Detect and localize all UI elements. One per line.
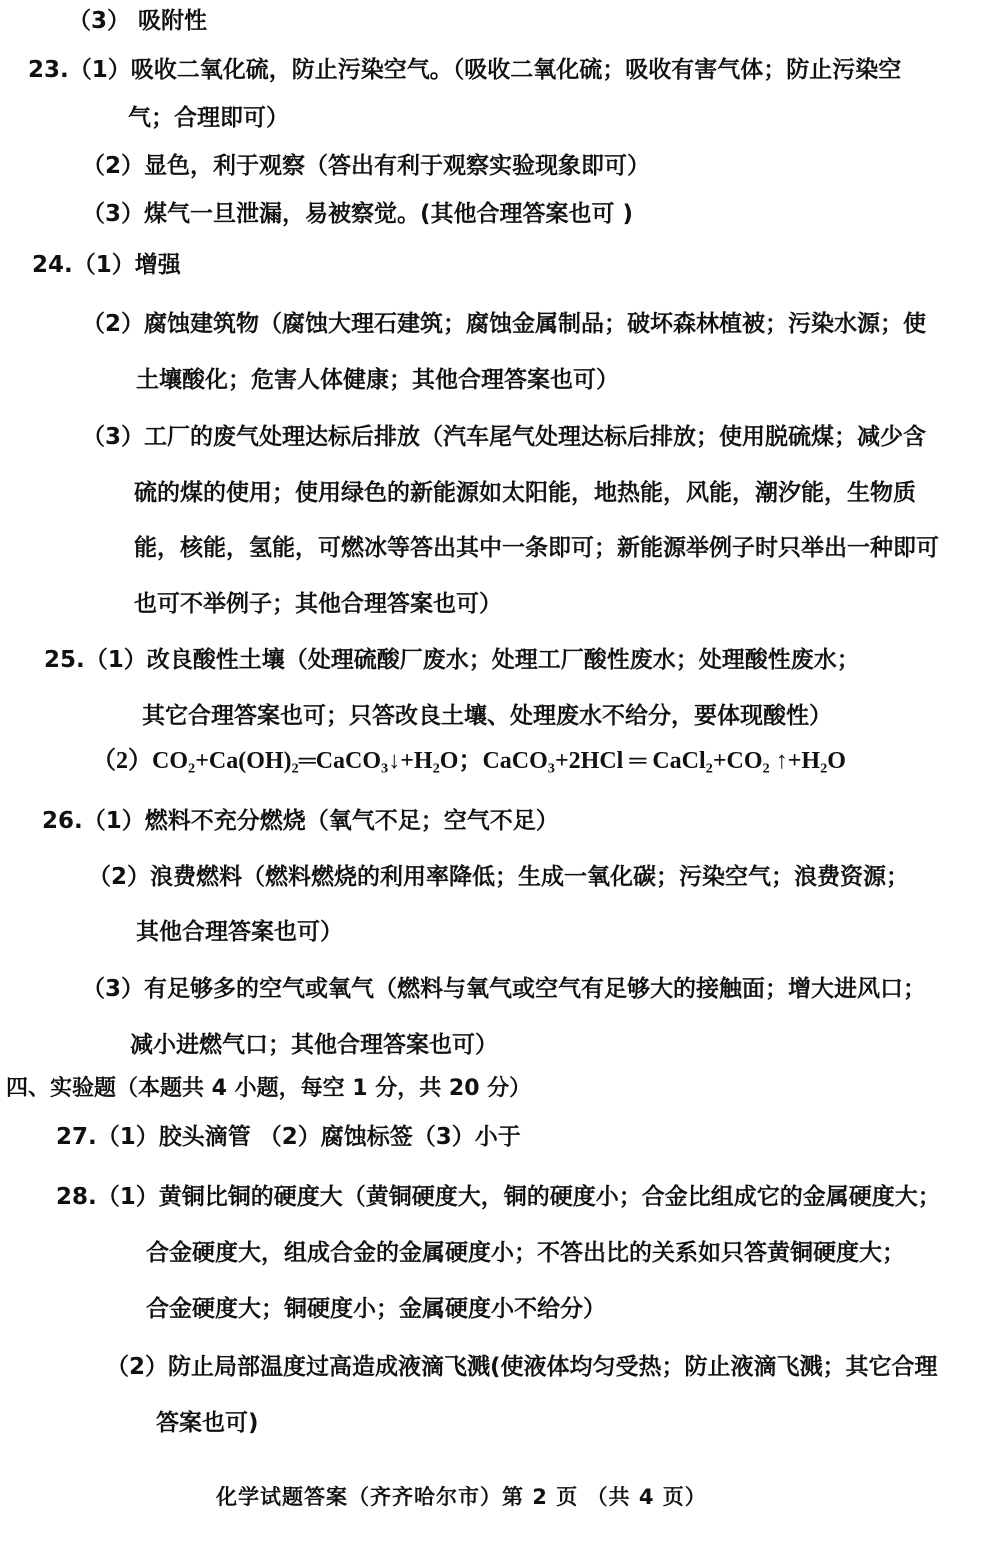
answer-line: （3） 吸附性: [68, 8, 208, 34]
answer-line: 24.（1）增强: [32, 252, 181, 278]
answer-line: 26.（1）燃料不充分燃烧（氧气不足；空气不足）: [42, 808, 559, 834]
answer-line: 减小进燃气口；其他合理答案也可）: [130, 1032, 498, 1058]
chemical-equations: （2）CO₂+Ca(OH)₂═CaCO₃↓+H₂O；CaCO₃+2HCl ═ CaCl₂+CO₂ ↑+H₂O: [92, 748, 846, 774]
answer-line: （2）腐蚀建筑物（腐蚀大理石建筑；腐蚀金属制品；破坏森林植被；污染水源；使: [82, 311, 927, 337]
answer-line: （3）煤气一旦泄漏，易被察觉。(其他合理答案也可 ): [82, 201, 634, 227]
answer-line: 23.（1）吸收二氧化硫，防止污染空气。（吸收二氧化硫；吸收有害气体；防止污染空: [28, 57, 902, 83]
answer-line: 也可不举例子；其他合理答案也可）: [134, 591, 502, 617]
answer-line: 硫的煤的使用；使用绿色的新能源如太阳能，地热能，风能，潮汐能，生物质: [134, 480, 916, 506]
page-footer: 化学试题答案（齐齐哈尔市）第 2 页 （共 4 页）: [216, 1485, 707, 1509]
answer-line: 气；合理即可）: [128, 105, 289, 131]
section-heading: 四、实验题（本题共 4 小题，每空 1 分，共 20 分）: [6, 1076, 532, 1101]
answer-line: （2）防止局部温度过高造成液滴飞溅(使液体均匀受热；防止液滴飞溅；其它合理: [106, 1354, 938, 1380]
answer-line: 合金硬度大；铜硬度小；金属硬度小不给分）: [146, 1296, 606, 1322]
answer-line: （2）显色，利于观察（答出有利于观察实验现象即可）: [82, 153, 651, 179]
answer-line: 其他合理答案也可）: [136, 919, 343, 945]
answer-line: （3）有足够多的空气或氧气（燃料与氧气或空气有足够大的接触面；增大进风口；: [82, 976, 927, 1002]
answer-line: 合金硬度大，组成合金的金属硬度小；不答出比的关系如只答黄铜硬度大；: [146, 1240, 905, 1266]
answer-line: 答案也可): [156, 1410, 259, 1436]
answer-line: 25.（1）改良酸性土壤（处理硫酸厂废水；处理工厂酸性废水；处理酸性废水；: [44, 647, 860, 673]
answer-line: 28.（1）黄铜比铜的硬度大（黄铜硬度大，铜的硬度小；合金比组成它的金属硬度大；: [56, 1184, 941, 1210]
answer-line: 27.（1）胶头滴管 （2）腐蚀标签（3）小于: [56, 1124, 521, 1150]
answer-line: 能，核能，氢能，可燃冰等答出其中一条即可；新能源举例子时只举出一种即可: [134, 535, 939, 561]
answer-line: （3）工厂的废气处理达标后排放（汽车尾气处理达标后排放；使用脱硫煤；减少含: [82, 424, 927, 450]
answer-line: 土壤酸化；危害人体健康；其他合理答案也可）: [136, 367, 619, 393]
answer-line: 其它合理答案也可；只答改良土壤、处理废水不给分，要体现酸性）: [142, 703, 832, 729]
answer-line: （2）浪费燃料（燃料燃烧的利用率降低；生成一氧化碳；污染空气；浪费资源；: [88, 864, 910, 890]
